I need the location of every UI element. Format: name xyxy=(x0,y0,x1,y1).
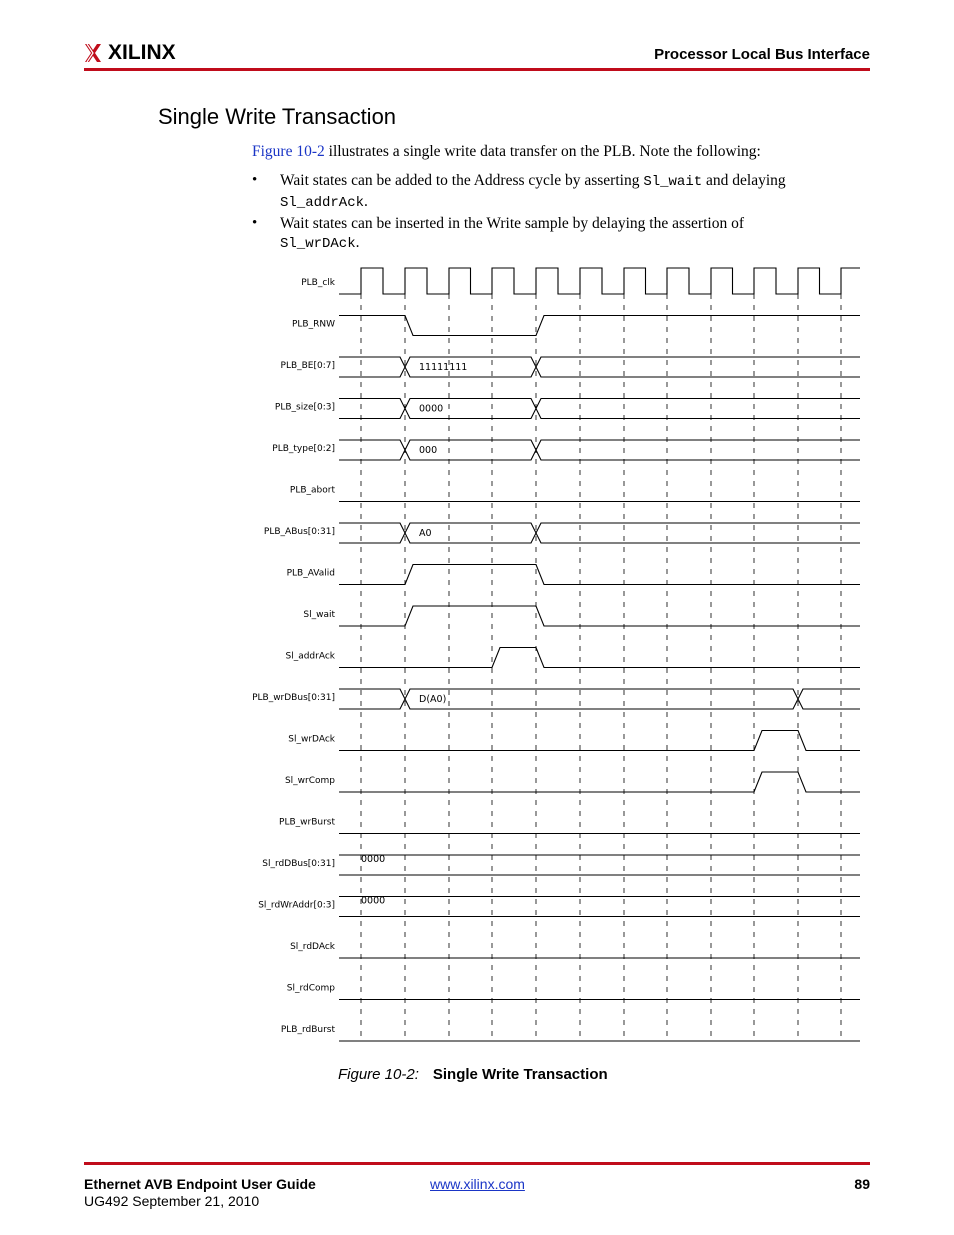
signal-sl-wait-label: Sl_wait xyxy=(303,610,335,620)
section-header-title: Processor Local Bus Interface xyxy=(654,46,870,63)
signal-plb-wrdbus-0-31-top xyxy=(339,689,860,709)
footer-rule xyxy=(84,1162,870,1165)
signal-plb-be-0-7-value: 11111111 xyxy=(419,362,468,373)
signal-sl-rdwraddr-0-3-value: 0000 xyxy=(361,895,386,907)
page-heading: Single Write Transaction xyxy=(158,104,397,129)
signal-plb-be-0-7-bottom xyxy=(339,357,860,377)
footer-doc-title: Ethernet AVB Endpoint User Guide xyxy=(84,1176,316,1192)
signal-plb-type-0-2-bottom xyxy=(339,440,860,460)
figure-caption xyxy=(338,1066,608,1083)
figure-number: Figure 10-2: xyxy=(338,1066,419,1083)
signal-plb-wrdbus-0-31-bottom xyxy=(339,689,860,709)
signal-plb-rdburst-label: PLB_rdBurst xyxy=(280,1025,335,1035)
signal-sl-rddack-label: Sl_rdDAck xyxy=(290,942,335,952)
signal-plb-type-0-2-label: PLB_type[0:2] xyxy=(272,444,335,454)
signal-sl-rdwraddr-0-3-label: Sl_rdWrAddr[0:3] xyxy=(258,900,335,911)
signal-plb-size-0-3-top xyxy=(339,399,860,419)
signal-plb-size-0-3-label: PLB_size[0:3] xyxy=(274,402,335,413)
signal-plb-be-0-7-top xyxy=(339,357,860,377)
signal-sl-wrcomp-label: Sl_wrComp xyxy=(284,776,335,786)
signal-plb-avalid-waveform xyxy=(339,565,860,585)
signal-plb-size-0-3-value: 0000 xyxy=(419,403,444,415)
signal-plb-abus-0-31-bottom xyxy=(339,523,860,543)
bullet-1-code-2: Sl_addrAck xyxy=(280,195,365,211)
bullet-dot: • xyxy=(252,215,258,231)
signal-plb-abort-label: PLB_abort xyxy=(289,485,335,496)
signal-sl-addrack-label: Sl_addrAck xyxy=(285,651,335,662)
footer-doc-id: UG492 September 21, 2010 xyxy=(84,1193,260,1209)
signal-plb-wrburst-label: PLB_wrBurst xyxy=(279,817,335,828)
footer-page-number: 89 xyxy=(854,1176,870,1192)
bullet-1-code-1: Sl_wait xyxy=(643,174,703,190)
signal-plb-rnw-waveform xyxy=(339,316,860,336)
signal-sl-wrdack-waveform xyxy=(339,731,860,751)
signal-plb-avalid-label: PLB_AValid xyxy=(286,568,335,579)
signal-plb-abus-0-31-top xyxy=(339,523,860,543)
bullet-dot: • xyxy=(252,172,258,188)
signal-sl-addrack-waveform xyxy=(339,648,860,668)
figure-link[interactable]: Figure 10-2 xyxy=(252,143,325,160)
signal-plb-type-0-2-top xyxy=(339,440,860,460)
bullet-1-text-2: and delaying xyxy=(702,172,786,189)
signal-plb-be-0-7-label: PLB_BE[0:7] xyxy=(280,361,335,371)
bullet-2-text-2: . xyxy=(355,234,360,251)
signal-plb-wrdbus-0-31-label: PLB_wrDBus[0:31] xyxy=(252,693,335,703)
bullet-2-text: Wait states can be inserted in the Write sample by delaying the assertion of xyxy=(280,215,744,232)
signal-sl-rdcomp-label: Sl_rdComp xyxy=(286,983,335,994)
signal-plb-type-0-2-value: 000 xyxy=(419,445,438,456)
intro-text: illustrates a single write data transfer on the PLB. Note the following: xyxy=(324,143,761,160)
signal-plb-abus-0-31-label: PLB_ABus[0:31] xyxy=(263,527,335,537)
signal-plb-rnw-label: PLB_RNW xyxy=(291,319,335,330)
figure-title: Single Write Transaction xyxy=(432,1066,608,1083)
signal-sl-wrdack-label: Sl_wrDAck xyxy=(288,734,335,745)
bullet-2-code: Sl_wrDAck xyxy=(280,236,356,252)
signal-plb-clk-label: PLB_clk xyxy=(301,278,335,288)
footer-url-link[interactable]: www.xilinx.com xyxy=(430,1176,525,1192)
bullet-1-text: Wait states can be added to the Address cycle by asserting xyxy=(280,172,644,189)
signal-sl-rddbus-0-31-value: 0000 xyxy=(361,854,386,865)
footer-doc-info xyxy=(84,1176,316,1210)
brand-name: XILINX xyxy=(108,41,176,64)
signal-plb-wrdbus-0-31-value: D(A0) xyxy=(419,694,447,705)
signal-plb-clk-waveform xyxy=(339,268,860,294)
signal-sl-wrcomp-waveform xyxy=(339,772,860,792)
bullet-1-text-3: . xyxy=(364,193,368,210)
signal-plb-abus-0-31-value: A0 xyxy=(419,528,432,539)
signal-sl-wait-waveform xyxy=(339,606,860,626)
signal-plb-size-0-3-bottom xyxy=(339,399,860,419)
signal-sl-rddbus-0-31-label: Sl_rdDBus[0:31] xyxy=(262,859,335,869)
